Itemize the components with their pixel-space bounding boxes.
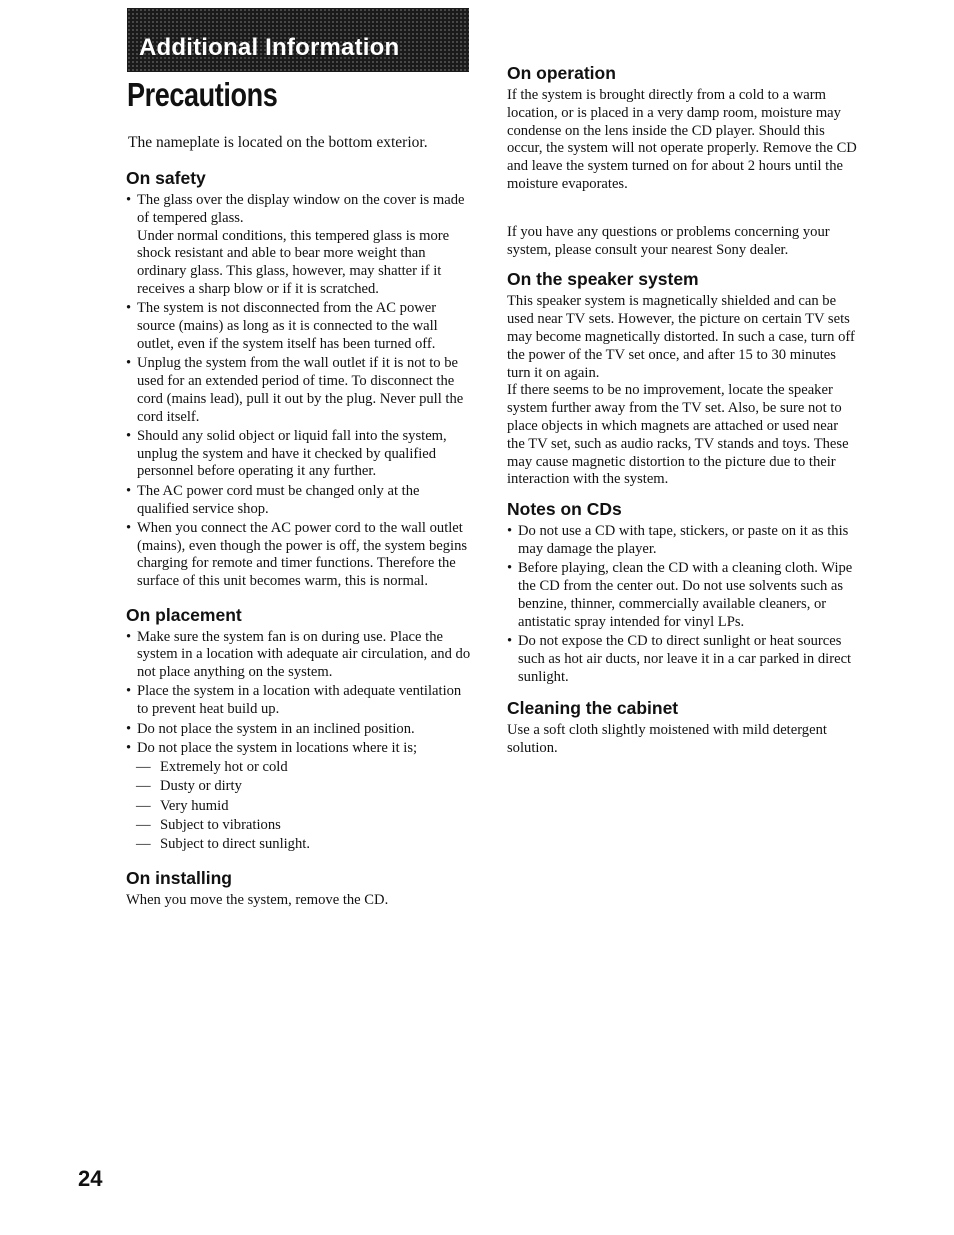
on-placement-list [126,629,471,758]
list-item: — Subject to direct sunlight. [126,836,471,854]
right-column [507,62,857,757]
on-operation-heading: On operation [507,63,616,83]
intro-text: The nameplate is located on the bottom exterior. [128,134,428,151]
list-item: • Place the system in a location with adequate ventilation to prevent heat build up. [126,683,471,719]
list-item: • Do not place the system in an inclined position. [126,721,471,739]
on-installing-text: When you move the system, remove the CD. [126,891,389,908]
speaker-paragraph: If there seems to be no improvement, locate the speaker system further away from the TV set. Also, be sure not to place objects in which magnets are attached or used near the TV set, such as audio racks, TV stands and toys. These may cause magnetic distortion to the picture due to their interaction with the system. [507,382,849,488]
list-item: — Dusty or dirty [126,778,471,796]
list-item: • Unplug the system from the wall outlet if it is not to be used for an extended period of time. To disconnect the cord (mains lead), pull it out by the plug. Never pull the cord itself. [126,355,471,426]
cleaning-cabinet-text: Use a soft cloth slightly moistened with mild detergent solution. [507,721,827,756]
list-item: • Make sure the system fan is on during use. Place the system in a location with adequate air circulation, and do not place anything on the system. [126,629,471,682]
on-operation-text: If the system is brought directly from a cold to a warm location, or is placed in a very damp room, moisture may condense on the lens inside the CD player. Should this occur, the system will not operate properly. Remove the CD and leave the system turned on for about 2 hours until the moisture evaporates. [507,87,857,192]
list-item: • When you connect the AC power cord to the wall outlet (mains), even though the power is off, the system begins charging for remote and timer functions. Therefore the surface of this unit becomes warm, this is normal. [126,520,471,591]
list-item: — Extremely hot or cold [126,759,471,777]
on-safety-heading: On safety [126,168,206,188]
list-item: • The AC power cord must be changed only at the qualified service shop. [126,483,471,519]
page-title: Precautions [127,76,278,113]
list-item: • Should any solid object or liquid fall into the system, unplug the system and have it checked by qualified personnel before operating it any further. [126,428,471,481]
list-item: • Do not place the system in locations where it is; [126,740,471,758]
list-item: — Subject to vibrations [126,817,471,835]
on-installing-heading: On installing [126,867,232,888]
on-safety-list [126,192,471,591]
left-column [126,167,471,909]
list-item-note: Under normal conditions, this tempered glass is more shock resistant and able to bear more weight than ordinary glass. This glass, however, may shatter if it receives a sharp blow or if it is scratched. [137,227,450,297]
section-banner [127,8,469,72]
list-item: • Do not expose the CD to direct sunlight or heat sources such as hot air ducts, nor leave it in a car parked in direct sunlight. [507,633,857,686]
on-placement-sublist [126,759,471,854]
list-item: • Do not use a CD with tape, stickers, or paste on it as this may damage the player. [507,523,857,559]
on-placement-heading: On placement [126,604,242,625]
on-speaker-system-heading: On the speaker system [507,269,699,290]
speaker-paragraph: This speaker system is magnetically shielded and can be used near TV sets. However, the picture on certain TV sets may become magnetically distorted. In such a case, turn off the power of the TV set once, and after 15 to 30 minutes turn it on again. [507,293,855,381]
list-item [126,192,471,299]
section-banner-title: Additional Information [139,34,400,61]
list-item: • The system is not disconnected from the AC power source (mains) as long as it is connected to the wall outlet, even if the system itself has been turned off. [126,300,471,353]
page-number: 24 [78,1166,103,1191]
list-item: • Before playing, clean the CD with a cleaning cloth. Wipe the CD from the center out. Do not use solvents such as benzine, thinner, commercially available cleaners, or antistatic spray intended for vinyl LPs. [507,560,857,631]
list-item: — Very humid [126,798,471,816]
contact-dealer-text: If you have any questions or problems concerning your system, please consult your nearest Sony dealer. [507,223,830,258]
notes-on-cds-heading: Notes on CDs [507,499,622,520]
cleaning-cabinet-heading: Cleaning the cabinet [507,697,679,718]
list-item-text: The glass over the display window on the cover is made of tempered glass. [137,192,465,226]
notes-on-cds-list [507,523,857,686]
